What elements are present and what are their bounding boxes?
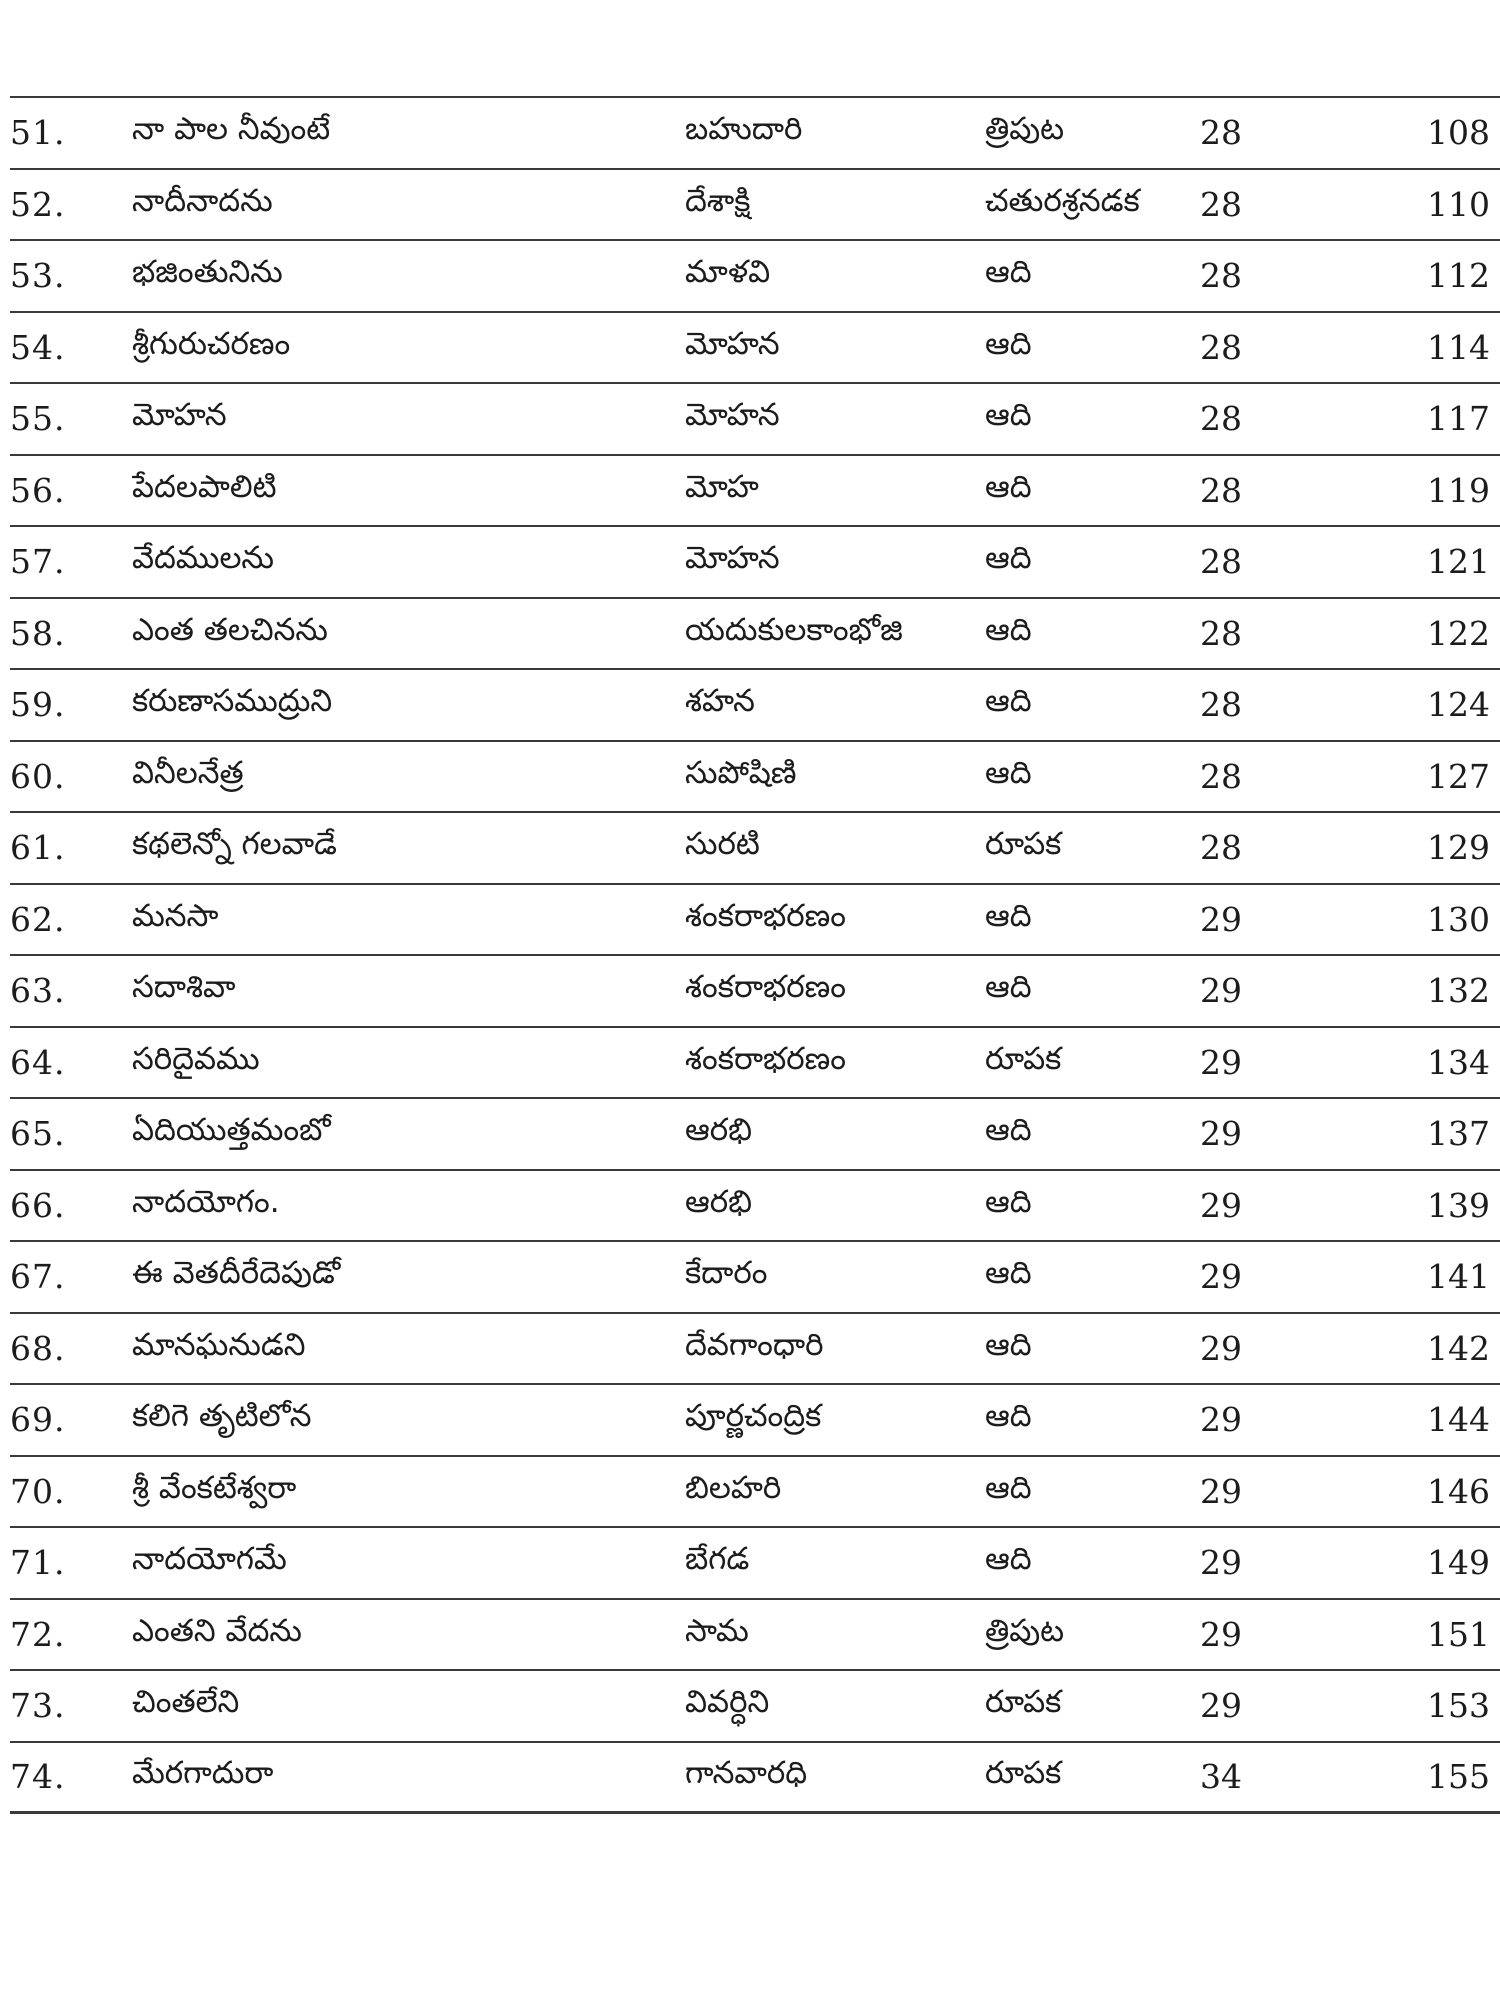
column-five-value: 29 [1200,1614,1242,1654]
table-row [10,956,1500,1028]
page-number: 114 [1427,327,1490,367]
song-title: నా పాల నీవుంటే [132,111,331,148]
tala-name: ఆది [985,254,1032,291]
row-number: 52. [10,184,66,224]
tala-name: ఆది [985,325,1032,362]
song-index-table [10,96,1500,1814]
raga-name: పూర్ణచంద్రిక [685,1398,822,1435]
page-number: 108 [1427,113,1490,153]
row-number: 57. [10,542,66,582]
row-number: 60. [10,756,66,796]
column-five-value: 29 [1200,1185,1242,1225]
song-title: నాదయోగం. [132,1183,280,1220]
table-row [10,1743,1500,1815]
raga-name: బిలహరి [685,1469,782,1506]
row-number: 74. [10,1757,66,1797]
page-number: 141 [1427,1257,1490,1297]
column-five-value: 29 [1200,1257,1242,1297]
column-five-value: 28 [1200,542,1242,582]
raga-name: మోహ [685,468,759,505]
table-row [10,885,1500,957]
page-number: 132 [1427,971,1490,1011]
table-row [10,384,1500,456]
tala-name: రూపక [985,1755,1062,1792]
table-row [10,1028,1500,1100]
raga-name: సురటి [685,826,760,863]
table-row [10,1171,1500,1243]
page-number: 155 [1427,1757,1490,1797]
page-number: 122 [1427,613,1490,653]
raga-name: మోహన [685,540,780,577]
column-five-value: 29 [1200,1543,1242,1583]
song-title: చింతలేని [132,1684,240,1721]
tala-name: ఆది [985,397,1032,434]
tala-name: చతురశ్రనడక [985,182,1140,219]
song-title: శ్రీ వేంకటేశ్వరా [132,1469,297,1506]
table-row [10,1099,1500,1171]
table-row [10,98,1500,170]
raga-name: మోహన [685,397,780,434]
page-number: 134 [1427,1042,1490,1082]
row-number: 61. [10,828,66,868]
raga-name: దేశాక్షి [685,182,751,219]
page-number: 153 [1427,1686,1490,1726]
tala-name: ఆది [985,1469,1032,1506]
song-title: సరిదైవము [132,1040,260,1077]
page-number: 142 [1427,1328,1490,1368]
tala-name: త్రిపుట [985,1612,1065,1649]
song-title: కథలెన్నో గలవాడే [132,826,337,863]
column-five-value: 28 [1200,470,1242,510]
table-row [10,599,1500,671]
tala-name: ఆది [985,754,1032,791]
raga-name: మాళవి [685,254,771,291]
row-number: 63. [10,971,66,1011]
page-number: 139 [1427,1185,1490,1225]
tala-name: ఆది [985,969,1032,1006]
song-title: ఎంతని వేదను [132,1612,302,1649]
column-five-value: 28 [1200,327,1242,367]
song-title: మానఘనుడని [132,1326,306,1363]
song-title: నాదయోగమే [132,1541,287,1578]
column-five-value: 28 [1200,113,1242,153]
raga-name: యదుకులకాంభోజి [685,611,903,648]
song-title: వేదములను [132,540,274,577]
page-number: 151 [1427,1614,1490,1654]
row-number: 72. [10,1614,66,1654]
song-title: పేదలపాలిటి [132,468,277,505]
table-row [10,1314,1500,1386]
tala-name: ఆది [985,1183,1032,1220]
raga-name: మోహన [685,325,780,362]
tala-name: రూపక [985,826,1062,863]
row-number: 51. [10,113,66,153]
column-five-value: 29 [1200,1042,1242,1082]
row-number: 59. [10,685,66,725]
table-row [10,241,1500,313]
column-five-value: 28 [1200,613,1242,653]
page-number: 137 [1427,1114,1490,1154]
song-title: సదాశివా [132,969,236,1006]
tala-name: ఆది [985,540,1032,577]
raga-name: దేవగాంధారి [685,1326,824,1363]
table-row [10,1242,1500,1314]
song-title: ఎంత తలచినను [132,611,328,648]
row-number: 65. [10,1114,66,1154]
column-five-value: 28 [1200,756,1242,796]
column-five-value: 28 [1200,399,1242,439]
column-five-value: 29 [1200,1686,1242,1726]
raga-name: ఆరభి [685,1183,753,1220]
column-five-value: 28 [1200,256,1242,296]
song-title: భజింతునిను [132,254,283,291]
row-number: 70. [10,1471,66,1511]
page-number: 127 [1427,756,1490,796]
song-title: కరుణాసముద్రుని [132,683,333,720]
page-number: 124 [1427,685,1490,725]
raga-name: బేగడ [685,1541,750,1578]
table-row [10,527,1500,599]
row-number: 55. [10,399,66,439]
tala-name: రూపక [985,1040,1062,1077]
raga-name: కేదారం [685,1255,768,1292]
raga-name: ఆరభి [685,1112,753,1149]
page-number: 144 [1427,1400,1490,1440]
row-number: 62. [10,899,66,939]
row-number: 66. [10,1185,66,1225]
column-five-value: 29 [1200,1471,1242,1511]
table-row [10,1457,1500,1529]
table-row [10,313,1500,385]
song-title: ఏదియుత్తమంబో [132,1112,331,1149]
raga-name: సామ [685,1612,749,1649]
raga-name: సుపోషిణి [685,754,797,791]
tala-name: ఆది [985,1398,1032,1435]
tala-name: రూపక [985,1684,1062,1721]
tala-name: ఆది [985,683,1032,720]
song-title: మేరగాదురా [132,1755,274,1792]
column-five-value: 28 [1200,184,1242,224]
row-number: 53. [10,256,66,296]
row-number: 56. [10,470,66,510]
table-row [10,1385,1500,1457]
tala-name: ఆది [985,1326,1032,1363]
table-row [10,170,1500,242]
row-number: 67. [10,1257,66,1297]
page-number: 117 [1427,399,1490,439]
table-row [10,1600,1500,1672]
column-five-value: 29 [1200,971,1242,1011]
table-row [10,456,1500,528]
column-five-value: 28 [1200,685,1242,725]
column-five-value: 28 [1200,828,1242,868]
page-number: 119 [1427,470,1490,510]
tala-name: త్రిపుట [985,111,1065,148]
page-number: 110 [1427,184,1490,224]
column-five-value: 29 [1200,1114,1242,1154]
column-five-value: 34 [1200,1757,1242,1797]
table-row [10,1528,1500,1600]
raga-name: గానవారధి [685,1755,808,1792]
column-five-value: 29 [1200,1400,1242,1440]
page-number: 129 [1427,828,1490,868]
raga-name: శంకరాభరణం [685,1040,846,1077]
song-title: వినీలనేత్ర [132,754,244,791]
song-title: మనసా [132,897,219,934]
page-number: 130 [1427,899,1490,939]
song-title: మోహన [132,397,227,434]
tala-name: ఆది [985,897,1032,934]
row-number: 73. [10,1686,66,1726]
raga-name: బహుదారి [685,111,803,148]
row-number: 54. [10,327,66,367]
tala-name: ఆది [985,1255,1032,1292]
song-title: కలిగె తృటిలోన [132,1398,312,1435]
row-number: 69. [10,1400,66,1440]
page-number: 112 [1427,256,1490,296]
tala-name: ఆది [985,611,1032,648]
song-title: ఈ వెతదీరేదెపుడో [132,1255,341,1292]
row-number: 68. [10,1328,66,1368]
table-row [10,670,1500,742]
table-row [10,1671,1500,1743]
page-number: 149 [1427,1543,1490,1583]
tala-name: ఆది [985,1112,1032,1149]
tala-name: ఆది [985,468,1032,505]
page-number: 146 [1427,1471,1490,1511]
row-number: 64. [10,1042,66,1082]
column-five-value: 29 [1200,899,1242,939]
raga-name: శంకరాభరణం [685,969,846,1006]
row-number: 58. [10,613,66,653]
row-number: 71. [10,1543,66,1583]
table-row [10,813,1500,885]
song-title: శ్రీగురుచరణం [132,325,291,362]
table-row [10,742,1500,814]
column-five-value: 29 [1200,1328,1242,1368]
raga-name: వివర్ధిని [685,1684,770,1721]
raga-name: శహన [685,683,755,720]
page-number: 121 [1427,542,1490,582]
tala-name: ఆది [985,1541,1032,1578]
song-title: నాదీనాదను [132,182,273,219]
raga-name: శంకరాభరణం [685,897,846,934]
